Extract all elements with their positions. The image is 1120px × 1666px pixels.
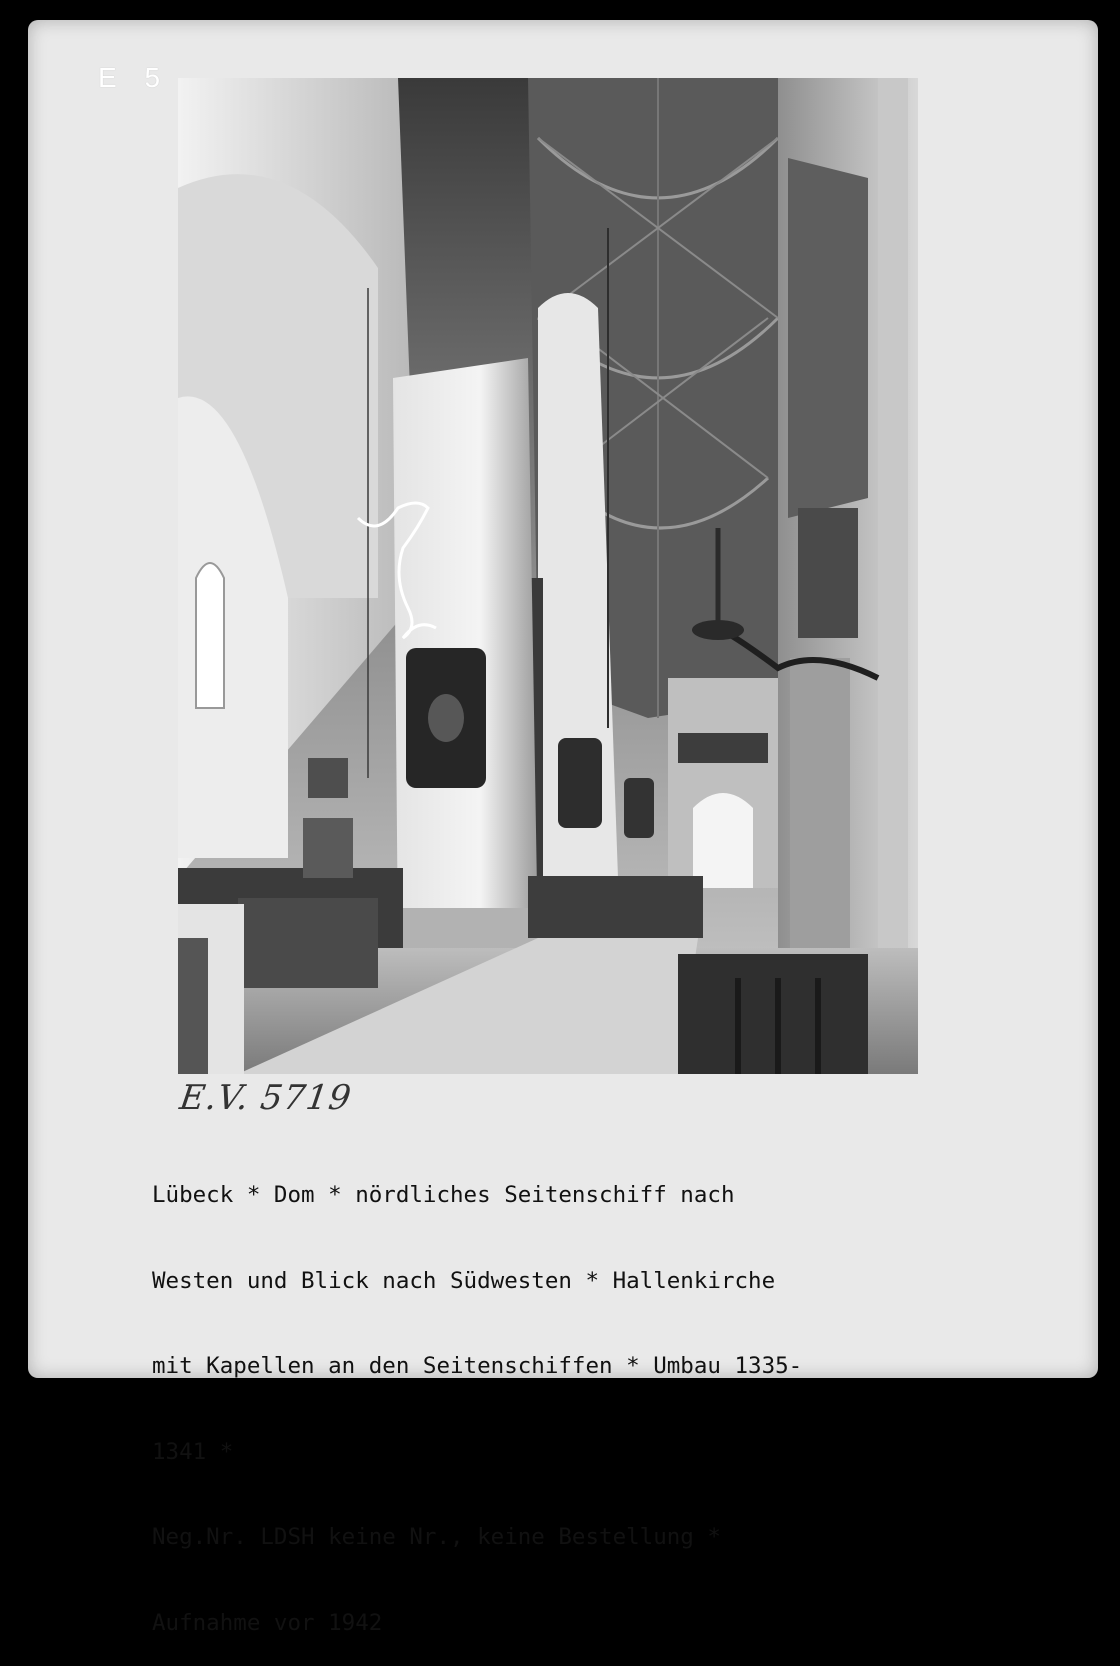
church-interior-photo bbox=[178, 78, 918, 1074]
caption-line: mit Kapellen an den Seitenschiffen * Umbau 1335- bbox=[152, 1353, 803, 1379]
photo-caption bbox=[152, 1124, 972, 1666]
photo-illustration bbox=[178, 78, 918, 1074]
caption-line: Neg.Nr. LDSH keine Nr., keine Bestellung * bbox=[152, 1524, 721, 1550]
caption-line: Westen und Blick nach Südwesten * Hallenkirche bbox=[152, 1267, 776, 1294]
corner-label: E 5 bbox=[98, 62, 171, 93]
caption-line: Aufnahme vor 1942 bbox=[152, 1609, 383, 1636]
caption-line: 1341 * bbox=[152, 1438, 234, 1465]
caption-line: Lübeck * Dom * nördliches Seitenschiff nach bbox=[152, 1182, 735, 1208]
handwritten-inventory-number: E.V. 5719 bbox=[177, 1078, 355, 1118]
